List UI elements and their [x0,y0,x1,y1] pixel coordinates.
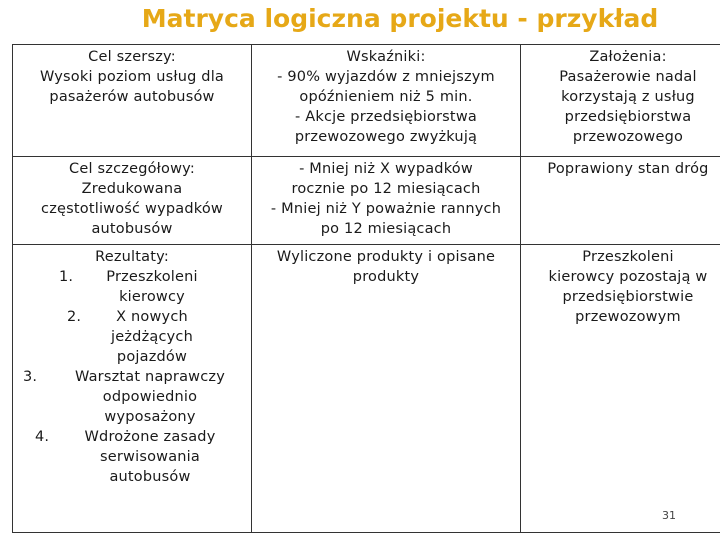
matrix-row-specific-goal [13,157,720,245]
page-number: 31 [662,509,676,522]
cell-line: wyposażony [104,409,196,425]
page-title: Matryca logiczna projektu - przykład [141,4,659,33]
cell-line: autobusów [91,221,173,237]
logframe-matrix [12,44,720,533]
cell-line: - Mniej niż X wypadków [299,161,473,177]
cell-line: kierowcy [119,289,185,305]
cell-line: po 12 miesiącach [320,221,452,237]
cell-line: przewozowego [572,129,684,145]
cell-line: przewozowego zwyżkują [294,129,478,145]
result-item-2 [17,307,247,367]
cell-line: Wysoki poziom usług dla [39,69,225,85]
cell-line: - 90% wyjazdów z mniejszym [277,69,495,85]
result-item-1 [17,267,247,307]
cell-line: produkty [352,269,420,285]
cell-line: jeżdżących [111,329,193,345]
cell-line: Warsztat naprawczy [74,369,226,385]
cell-line: serwisowania [100,449,200,465]
results-cell [13,245,252,533]
cell-line: korzystają z usług [561,89,695,105]
result-number: 4. [35,429,50,445]
cell-line: Cel szerszy: [88,49,176,65]
indicators-cell [252,45,521,157]
cell-line: - Mniej niż Y poważnie rannych [270,201,502,217]
cell-line: odpowiednio [102,389,198,405]
cell-line: Poprawiony stan dróg [547,161,709,177]
cell-line: Pasażerowie nadal [559,69,697,85]
cell-line: Przeszkoleni [106,269,198,285]
cell-line: przedsiębiorstwa [564,109,692,125]
cell-line: - Akcje przedsiębiorstwa [295,109,477,125]
result-number: 3. [23,369,38,385]
cell-line: Cel szczegółowy: [69,161,195,177]
specific-goal-cell [13,157,252,245]
cell-line: rocznie po 12 miesiącach [291,181,481,197]
overall-goal-cell [13,45,252,157]
assumptions-cell [521,45,720,157]
matrix-row-results [13,245,720,533]
cell-line: X nowych [116,309,188,325]
cell-line: Założenia: [589,49,667,65]
result-number: 2. [67,309,82,325]
cell-line: pojazdów [116,349,188,365]
products-cell [252,245,521,533]
cell-line: Wskaźniki: [346,49,426,65]
results-assumptions-cell [521,245,720,533]
cell-line: opóźnieniem niż 5 min. [299,89,473,105]
cell-line: przedsiębiorstwie [562,289,694,305]
cell-line: kierowcy pozostają w [548,269,708,285]
cell-line: Przeszkoleni [582,249,674,265]
cell-line: częstotliwość wypadków [41,201,223,217]
cell-line: pasażerów autobusów [49,89,215,105]
cell-line: Wdrożone zasady [84,429,216,445]
specific-indicators-cell [252,157,521,245]
specific-assumptions-cell [521,157,720,245]
result-item-4 [17,427,247,487]
cell-line: przewozowym [575,309,681,325]
cell-line: autobusów [109,469,191,485]
results-heading: Rezultaty: [95,249,169,265]
result-number: 1. [59,269,74,285]
cell-line: Wyliczone produkty i opisane [276,249,496,265]
cell-line: Zredukowana [81,181,183,197]
result-item-3 [17,367,247,427]
matrix-row-overall-goal [13,45,720,157]
